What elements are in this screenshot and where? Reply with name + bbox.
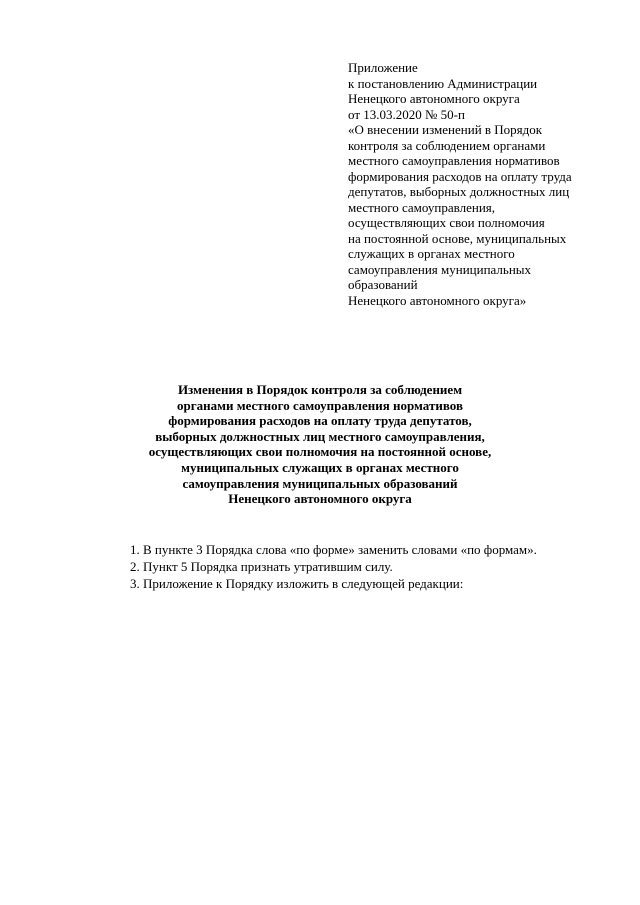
appendix-line: осуществляющих свои полномочия	[348, 215, 545, 230]
amendment-item: 2. Пункт 5 Порядка признать утратившим силу.	[130, 559, 393, 574]
title-line: Изменения в Порядок контроля за соблюдением	[177, 382, 463, 397]
appendix-line: Приложение	[348, 60, 418, 75]
appendix-line: на постоянной основе, муниципальных	[348, 230, 567, 246]
title-line: формирования расходов на оплату труда депутатов,	[168, 413, 472, 429]
title-line: выборных должностных лиц местного самоуправления,	[155, 428, 485, 444]
appendix-line: служащих в органах местного	[348, 246, 515, 261]
title-line: муниципальных служащих в органах местного	[181, 459, 459, 475]
appendix-line: формирования расходов на оплату труда	[348, 168, 572, 184]
amendment-item: 3. Приложение к Порядку изложить в следующей редакции:	[130, 576, 464, 591]
title-line: органами местного самоуправления нормативов	[177, 397, 463, 413]
appendix-line: депутатов, выборных должностных лиц	[348, 184, 570, 199]
appendix-line: Ненецкого автономного округа»	[348, 292, 527, 308]
appendix-line: от 13.03.2020 № 50-п	[348, 106, 465, 122]
appendix-line: контроля за соблюдением органами	[348, 137, 546, 153]
document-title	[120, 382, 520, 507]
appendix-header	[348, 60, 628, 308]
appendix-line: местного самоуправления нормативов	[348, 153, 560, 168]
title-line: Ненецкого автономного округа	[228, 491, 412, 507]
appendix-line: к постановлению Администрации	[348, 75, 538, 91]
amendment-list	[130, 541, 610, 592]
title-line: самоуправления муниципальных образований	[182, 475, 458, 491]
appendix-line: «О внесении изменений в Порядок	[348, 122, 543, 137]
title-line: осуществляющих свои полномочия на постоянной основе,	[148, 444, 492, 460]
appendix-line: Ненецкого автономного округа	[348, 91, 520, 106]
amendment-item: 1. В пункте 3 Порядка слова «по форме» заменить словами «по формам».	[130, 542, 537, 557]
appendix-line: самоуправления муниципальных	[348, 261, 532, 277]
appendix-line: местного самоуправления,	[348, 199, 496, 215]
appendix-line: образований	[348, 277, 418, 292]
